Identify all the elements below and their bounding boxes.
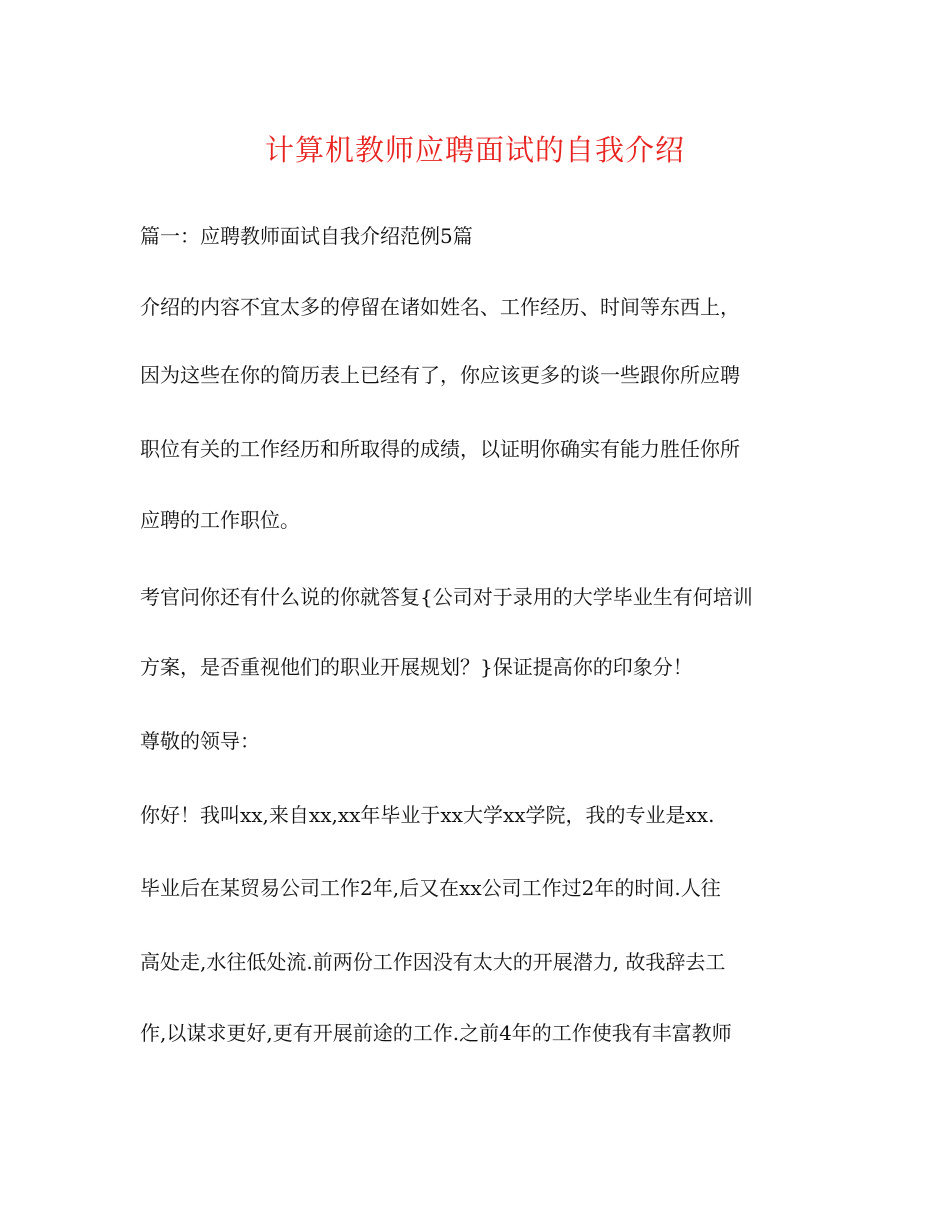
body-line: 职位有关的工作经历和所取得的成绩，以证明你确实有能力胜任你所	[140, 437, 740, 461]
body-line: 介绍的内容不宜太多的停留在诸如姓名、工作经历、时间等东西上，	[140, 295, 740, 319]
body-line: 你好！我叫xx,来自xx,xx年毕业于xx大学xx学院，我的专业是xx.	[140, 803, 715, 827]
body-line: 方案，是否重视他们的职业开展规划？}保证提高你的印象分！	[140, 655, 693, 679]
salutation-line: 尊敬的领导：	[140, 729, 260, 753]
body-line: 高处走,水往低处流.前两份工作因没有太大的开展潜力, 故我辞去工	[140, 950, 726, 974]
body-line: 考官问你还有什么说的你就答复{公司对于录用的大学毕业生有何培训	[140, 585, 753, 609]
section-heading: 篇一：应聘教师面试自我介绍范例5篇	[140, 224, 473, 248]
page-title: 计算机教师应聘面试的自我介绍	[264, 133, 685, 167]
body-line: 因为这些在你的简历表上已经有了，你应该更多的谈一些跟你所应聘	[140, 363, 740, 387]
body-line: 应聘的工作职位。	[140, 508, 300, 532]
body-line: 毕业后在某贸易公司工作2年,后又在xx公司工作过2年的时间.人往	[140, 876, 721, 900]
body-line: 作,以谋求更好,更有开展前途的工作.之前4年的工作使我有丰富教师	[140, 1021, 732, 1045]
